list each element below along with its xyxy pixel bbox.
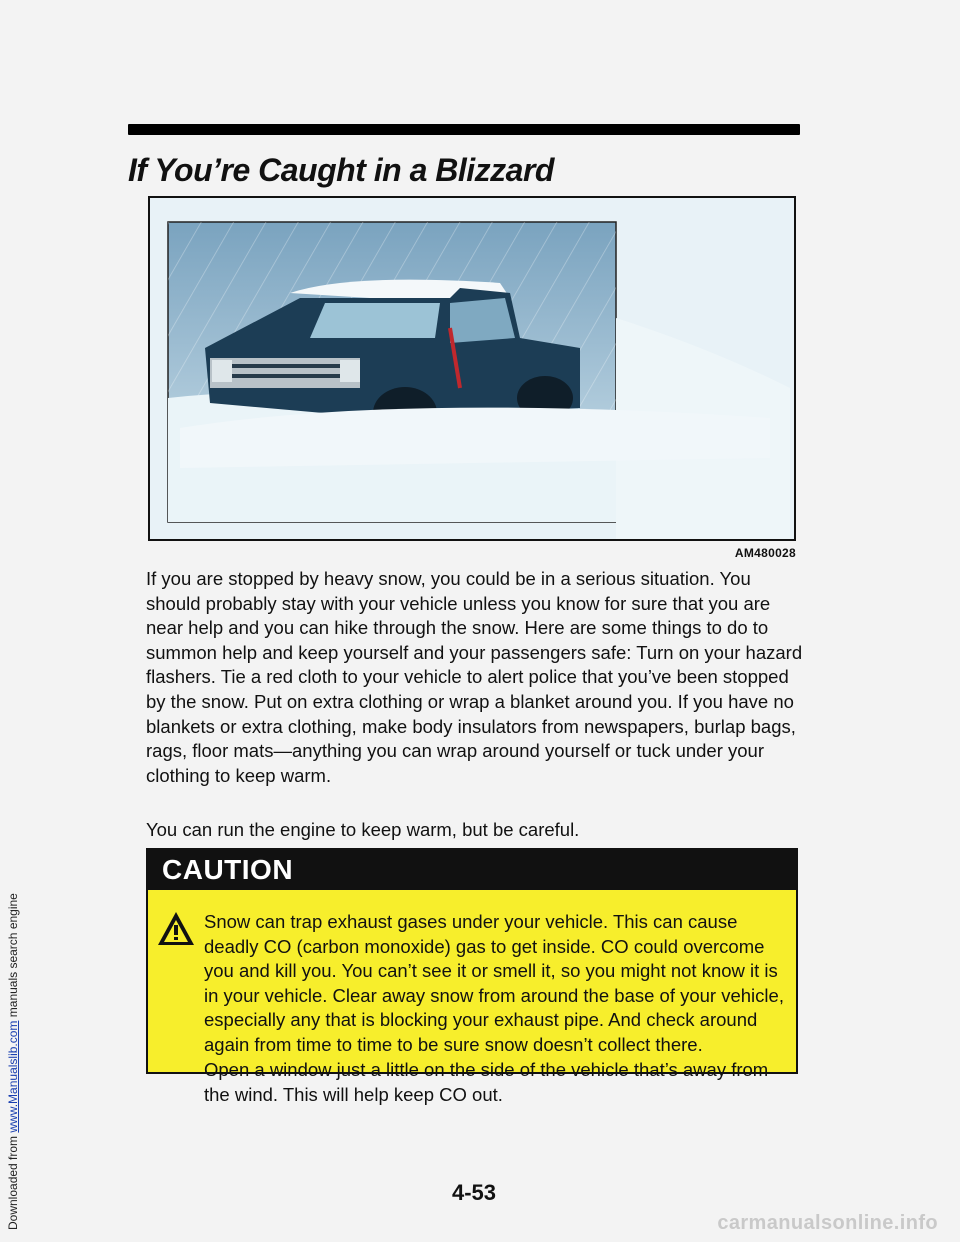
warning-triangle-icon bbox=[156, 910, 196, 948]
figure-id: AM480028 bbox=[734, 546, 796, 560]
engine-paragraph: You can run the engine to keep warm, but be careful. bbox=[146, 819, 580, 840]
page-number: 4-53 bbox=[452, 1180, 497, 1205]
blizzard-illustration bbox=[148, 196, 796, 541]
section-title: If You’re Caught in a Blizzard bbox=[128, 152, 554, 188]
site-watermark: carmanualsonline.info bbox=[717, 1212, 938, 1234]
caution-paragraph-window: Open a window just a little on the side of the vehicle that’s away from the wind. This will help keep CO out. bbox=[204, 1059, 769, 1105]
download-prefix: Downloaded from bbox=[6, 1132, 20, 1230]
download-sidebar bbox=[0, 0, 38, 1242]
intro-paragraph: If you are stopped by heavy snow, you could be in a serious situation. You should probably stay with your vehicle unless you know for sure that you are near help and you can hike through the snow. Here are some things to do to summon help and keep yourself and your passengers safe: Turn on your hazard flashers. Tie a red cloth to your vehicle to alert police that you’ve been stopped by the snow. Put on extra clothing or wrap a blanket around you. If you have no blankets or extra clothing, make body insulators from newspapers, burlap bags, rags, floor mats—anything you can wrap around yourself or tuck under your clothing to keep warm. bbox=[146, 568, 803, 786]
caution-box bbox=[146, 848, 798, 1105]
download-suffix: manuals search engine bbox=[6, 893, 20, 1021]
download-notice bbox=[6, 893, 20, 1230]
caution-paragraph-exhaust: Snow can trap exhaust gases under your vehicle. This can cause deadly CO (carbon monoxide) gas to get inside. CO could overcome you and kill you. You can’t see it or smell it, so you might not know it is in your vehicle. Clear away snow from around the base of your vehicle, especially any that is blocking your exhaust pipe. And check around again from time to time to be sure snow doesn’t collect there. bbox=[204, 911, 784, 1055]
blizzard-truck-drawing bbox=[150, 198, 794, 539]
manualslib-link[interactable]: www.Manualslib.com bbox=[6, 1020, 20, 1133]
caution-heading: CAUTION bbox=[162, 854, 294, 885]
section-rule bbox=[128, 124, 800, 135]
caution-header bbox=[148, 850, 796, 890]
